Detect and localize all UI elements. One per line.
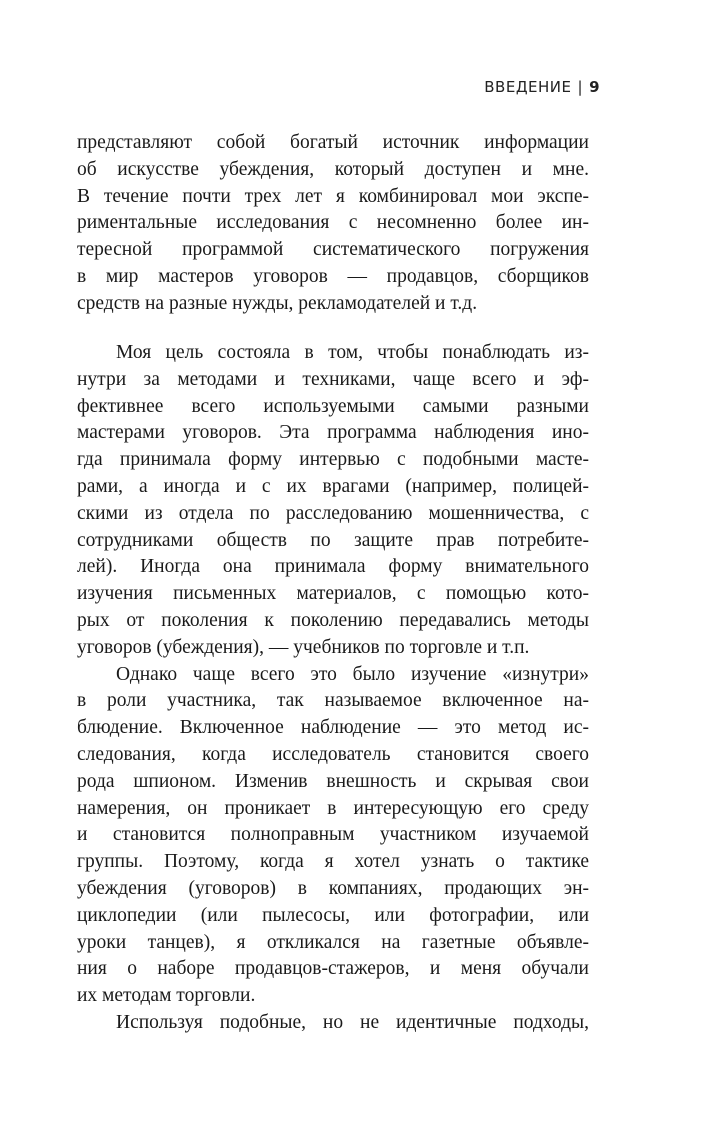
text-line: и становится полноправным участником изучаемой bbox=[77, 824, 589, 846]
text-line: Однако чаще всего это было изучение «изнутри» bbox=[116, 663, 589, 685]
text-line: блюдение. Включенное наблюдение — это метод ис- bbox=[77, 717, 589, 739]
paragraph-approaches bbox=[77, 1010, 589, 1037]
text-line: скими из отдела по расследованию мошенничества, с bbox=[77, 502, 589, 524]
text-line: средств на разные нужды, рекламодателей и т.д. bbox=[77, 292, 478, 314]
text-line: изучения письменных материалов, с помощью кото- bbox=[77, 583, 589, 605]
paragraph-group bbox=[77, 340, 589, 1037]
text-line: риментальные исследования с несомненно более ин- bbox=[77, 212, 589, 234]
text-line: сотрудниками обществ по защите прав потребите- bbox=[77, 529, 589, 551]
text-line: рода шпионом. Изменив внешность и скрывая свои bbox=[77, 770, 589, 792]
text-line: рых от поколения к поколению передавались методы bbox=[77, 609, 589, 631]
paragraph-observation bbox=[77, 662, 589, 1010]
text-line: представляют собой богатый источник информации bbox=[77, 132, 589, 153]
text-line: намерения, он проникает в интересующую его среду bbox=[77, 797, 589, 819]
text-line: уроки танцев), я откликался на газетные объявле- bbox=[77, 931, 589, 953]
text-line: следования, когда исследователь становится своего bbox=[77, 743, 589, 765]
text-line: нутри за методами и техниками, чаще всего и эф- bbox=[77, 368, 589, 390]
text-line: рами, а иногда и с их врагами (например, полицей- bbox=[77, 475, 589, 497]
text-line: их методам торговли. bbox=[77, 985, 256, 1007]
paragraph-continued bbox=[77, 130, 589, 318]
text-line: гда принимала форму интервью с подобными масте- bbox=[77, 449, 589, 471]
text-line: убеждения (уговоров) в компаниях, продающих эн- bbox=[77, 877, 589, 899]
text-line: в роли участника, так называемое включенное на- bbox=[77, 690, 589, 712]
text-line: группы. Поэтому, когда я хотел узнать о тактике bbox=[77, 851, 589, 873]
text-line: Используя подобные, но не идентичные подходы, bbox=[116, 1011, 589, 1033]
text-line: ния о наборе продавцов-стажеров, и меня обучали bbox=[77, 958, 589, 980]
text-line: в мир мастеров уговоров — продавцов, сборщиков bbox=[77, 265, 589, 287]
text-line: лей). Иногда она принимала форму внимательного bbox=[77, 556, 589, 578]
text-line: уговоров (убеждения), — учебников по торговле и т.п. bbox=[77, 636, 530, 658]
text-line: Моя цель состояла в том, чтобы понаблюдать из- bbox=[116, 342, 589, 363]
text-line: об искусстве убеждения, который доступен и мне. bbox=[77, 158, 589, 180]
text-line: В течение почти трех лет я комбинировал мои экспе- bbox=[77, 185, 589, 207]
paragraph-goal bbox=[77, 340, 589, 662]
text-line: фективнее всего используемыми самыми разными bbox=[77, 395, 589, 417]
running-head bbox=[484, 78, 600, 96]
header-separator: | bbox=[577, 78, 584, 96]
text-line: мастерами уговоров. Эта программа наблюдения ино- bbox=[77, 422, 589, 444]
section-title: ВВЕДЕНИЕ bbox=[484, 78, 572, 96]
text-line: циклопедии (или пылесосы, или фотографии, или bbox=[77, 904, 589, 926]
page-number: 9 bbox=[589, 78, 600, 96]
text-line: тересной программой систематического погружения bbox=[77, 239, 589, 261]
